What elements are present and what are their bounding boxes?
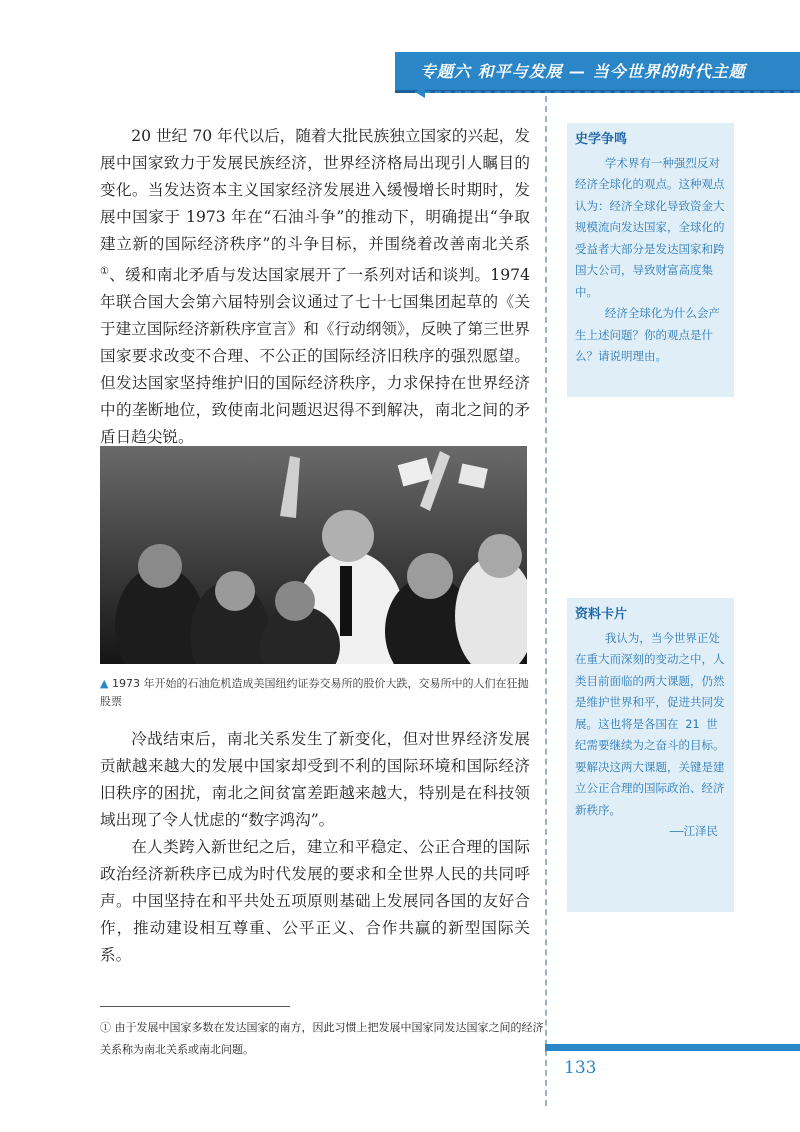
photo-caption [100,675,530,711]
quote-author: ——江泽民 [669,824,718,838]
sidebar-debate-paragraph-2: 经济全球化为什么会产生上述问题？你的观点是什么？请说明理由。 [575,306,720,363]
sidebar-card-paragraph: 我认为，当今世界正处在重大而深刻的变动之中，人类目前面临的两大课题，仍然是维护世界和平，促进共同发展。这也将是各国在 21 世纪需要继续为之奋斗的目标。要解决这两大课题，关键是建立公正合理的国际政治、经济新秩序。 [575,630,725,817]
paragraph-1-text: 20 世纪 70 年代以后，随着大批民族独立国家的兴起，发展中国家致力于发展民族经济，世界经济格局出现引人瞩目的变化。当发达资本主义国家经济发展进入缓慢增长时期时，发展中国家于 1973 年在“石油斗争”的推动下，明确提出“争取建立新的国际经济秩序”的斗争目标，并围绕着改善南北关系 [100,127,530,253]
sidebar-history-debate [567,123,734,397]
header-divider [415,91,800,93]
footnote-text: 由于发展中国家多数在发达国家的南方，因此习惯上把发展中国家同发达国家之间的经济关系称为南北关系或南北问题。 [100,1021,544,1056]
paragraph-1-continued: 、缓和南北矛盾与发达国家展开了一系列对话和谈判。1974 年联合国大会第六届特别会议通过了七十七国集团起草的《关于建立国际经济新秩序宣言》和《行动纲领》，反映了第三世界国家要求改变不合理、不公正的国际经济旧秩序的强烈愿望。但发达国家坚持维护旧的国际经济秩序，力求保持在世界经济中的垄断地位，致使南北问题迟迟得不到解决，南北之间的矛盾日趋尖锐。 [100,266,530,447]
footnote-reference[interactable]: ① [100,266,110,277]
footnote-mark: ① [100,1021,111,1034]
sidebar-debate-title: 史学争鸣 [575,132,628,147]
paragraph-2: 冷战结束后，南北关系发生了新变化，但对世界经济发展贡献越来越大的发展中国家却受到不利的国际环境和国际经济旧秩序的困扰，南北之间贫富差距越来越大，特别是在科技领域出现了令人忧虑的“数字鸿沟”。 [100,730,530,829]
footnote [100,1017,550,1061]
stock-exchange-photo [100,446,527,664]
photo-illustration [100,446,527,664]
caption-triangle-icon: ▲ [100,677,109,690]
sidebar-debate-paragraph-1: 学术界有一种强烈反对经济全球化的观点。这种观点认为：经济全球化导致资金大规模流向发达国家，全球化的受益者大部分是发达国家和跨国大公司，导致财富高度集中。 [575,155,725,299]
body-section-1 [100,123,530,451]
caption-text: 1973 年开始的石油危机造成美国纽约证券交易所的股价大跌，交易所中的人们在狂抛股票 [100,677,529,708]
footnote-divider [100,1006,290,1007]
chapter-title: 专题六 和平与发展 — 当今世界的时代主题 [420,62,746,81]
paragraph-3: 在人类跨入新世纪之后，建立和平稳定、公正合理的国际政治经济新秩序已成为时代发展的要求和全世界人民的共同呼声。中国坚持在和平共处五项原则基础上发展同各国的友好合作，推动建设相互尊重、公平正义、合作共赢的新型国际关系。 [100,838,530,964]
sidebar-card-body [567,628,734,849]
page-number: 133 [564,1058,597,1078]
sidebar-card-title: 资料卡片 [575,607,628,622]
paragraph-1 [100,123,530,451]
sidebar-data-card [567,598,734,912]
footer-bar [545,1044,800,1051]
sidebar-debate-body [567,153,734,374]
body-section-2 [100,726,530,969]
column-divider [545,96,547,1106]
